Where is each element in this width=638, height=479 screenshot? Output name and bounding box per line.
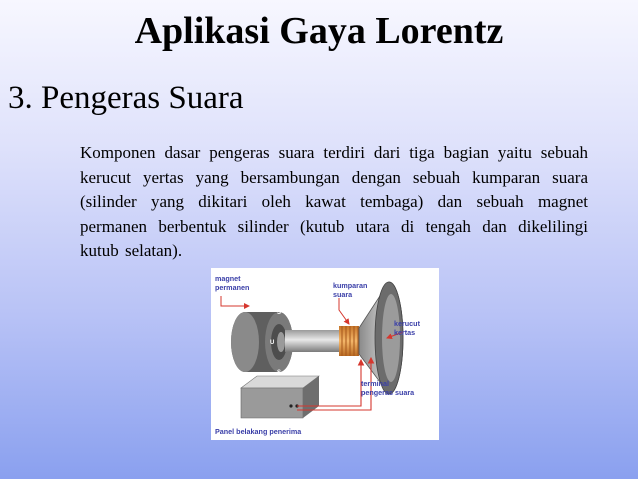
cone-label-line2: kertas — [394, 328, 416, 337]
coil-label-line1: kumparan — [333, 281, 368, 290]
section-heading: 3. Pengeras Suara — [8, 80, 244, 116]
terminal-dot-left — [289, 404, 292, 407]
magnet-label-line2: permanen — [215, 283, 250, 292]
cone-label-line1: kerucut — [394, 319, 420, 328]
terminal-label-line2: pengeras suara — [361, 388, 415, 397]
loudspeaker-diagram — [211, 268, 439, 440]
voice-coil — [339, 326, 359, 356]
pole-left-label: U — [270, 340, 275, 346]
receiver-panel — [241, 376, 319, 418]
magnet-label-line1: magnet — [215, 274, 241, 283]
coil-label-line2: suara — [333, 290, 353, 299]
pole-top-label: S — [277, 310, 282, 316]
paper-cone — [359, 282, 403, 394]
permanent-magnet — [231, 310, 293, 376]
body-paragraph: Komponen dasar pengeras suara terdiri dari tiga bagian yaitu sebuah kerucut yertas yang bersambungan dengan sebuah kumparan suara (silinder yang dikitari oleh kawat tembaga) dan sebuah magnet permanen berbentuk silinder (kutub utara di tengah dan dikelilingi kutub selatan). — [80, 143, 588, 260]
pole-bottom-label: S — [277, 370, 282, 376]
slide-title: Aplikasi Gaya Lorentz — [134, 10, 504, 52]
terminal-label-line1: terminal — [361, 379, 389, 388]
loudspeaker-illustration — [211, 268, 439, 440]
panel-label: Panel belakang penerima — [215, 427, 302, 436]
